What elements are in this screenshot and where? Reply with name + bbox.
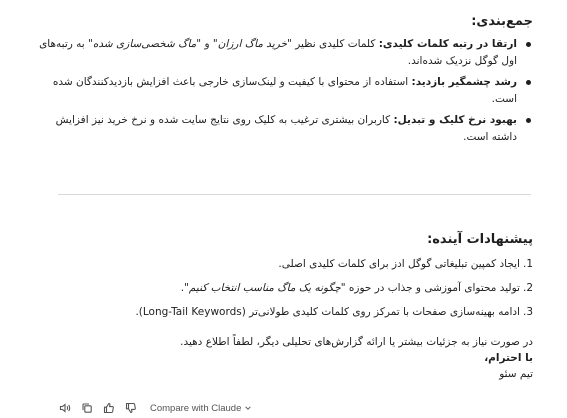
- compare-with-claude-button[interactable]: [150, 403, 252, 414]
- future-heading: پیشنهادات آینده:: [427, 232, 533, 247]
- item-number: 2.: [522, 282, 533, 294]
- topic-quote: "چگونه یک ماگ مناسب انتخاب کنیم": [184, 282, 346, 294]
- summary-heading: جمع‌بندی:: [471, 14, 533, 29]
- future-list: [33, 256, 533, 328]
- list-item: [33, 304, 533, 321]
- list-item: [33, 36, 533, 70]
- list-item: [33, 74, 533, 108]
- bullet-dot: [526, 118, 531, 123]
- item-text: و: [201, 38, 213, 50]
- list-item: [33, 256, 533, 273]
- item-number: 1.: [522, 258, 533, 270]
- response-actions: [58, 400, 252, 416]
- thumbs-up-icon[interactable]: [102, 402, 115, 415]
- compare-label: Compare with Claude: [150, 402, 242, 414]
- bullet-dot: [526, 80, 531, 85]
- list-item: [33, 280, 533, 297]
- audio-icon[interactable]: [58, 402, 71, 415]
- thumbs-down-icon[interactable]: [124, 402, 137, 415]
- item-text: استفاده از محتوای با کیفیت و لینک‌سازی خارجی باعث افزایش بازدیدکنندگان شده است.: [52, 76, 517, 105]
- item-title: بهبود نرخ کلیک و تبدیل:: [393, 114, 517, 126]
- closing-note: در صورت نیاز به جزئیات بیشتر یا ارائه گزارش‌های تحلیلی دیگر، لطفاً اطلاع دهید.: [180, 336, 533, 348]
- item-title: ارتقا در رتبه کلمات کلیدی:: [378, 38, 517, 50]
- copy-icon[interactable]: [80, 402, 93, 415]
- item-number: 3.: [522, 306, 533, 318]
- bullet-dot: [526, 42, 531, 47]
- item-text: تولید محتوای آموزشی و جذاب در حوزه: [345, 282, 520, 294]
- item-text: به رتبه‌های اول گوگل نزدیک شده‌اند.: [39, 38, 517, 67]
- item-text: ادامه بهینه‌سازی صفحات با تمرکز روی کلمات کلیدی طولانی‌تر (Long-Tail Keywords).: [135, 306, 520, 318]
- item-text: کاربران بیشتری ترغیب به کلیک روی نتایج سایت شده و نرخ خرید نیز افزایش داشته است.: [55, 114, 517, 143]
- item-title: رشد چشمگیر بازدید:: [411, 76, 517, 88]
- keyword-quote: "ماگ شخصی‌سازی شده": [88, 38, 202, 50]
- item-text: کلمات کلیدی نظیر: [291, 38, 379, 50]
- closing-block: [33, 334, 533, 382]
- keyword-quote: "خرید ماگ ارزان": [212, 38, 292, 50]
- chevron-down-icon: [244, 404, 252, 412]
- regards-line: با احترام،: [484, 352, 533, 364]
- item-text: .: [180, 282, 185, 294]
- divider: [58, 194, 531, 195]
- signature-team: تیم سئو: [499, 368, 533, 380]
- summary-list: [33, 36, 533, 150]
- list-item: [33, 112, 533, 146]
- item-text: ایجاد کمپین تبلیغاتی گوگل ادز برای کلمات کلیدی اصلی.: [278, 258, 520, 270]
